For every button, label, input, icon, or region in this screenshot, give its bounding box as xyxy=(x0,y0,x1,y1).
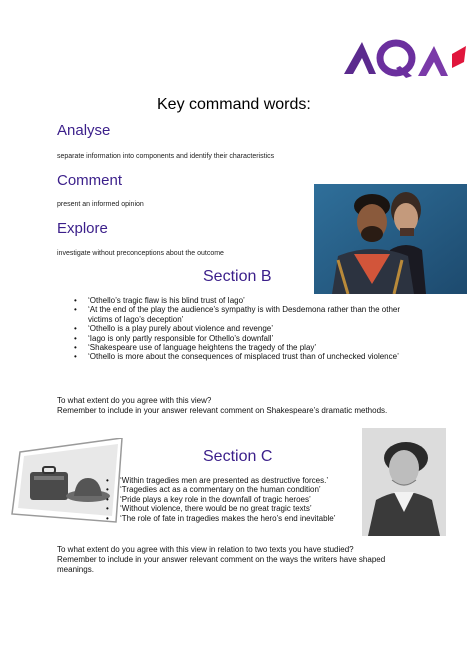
portrait-engraving xyxy=(362,428,446,536)
section-c-title: Section C xyxy=(203,448,273,465)
list-item: • ‘Within tragedies men are presented as destructive forces.’ xyxy=(104,476,366,485)
section-b-prompt: To what extent do you agree with this view? Remember to include in your answer relevant comment on Shakespeare’s dramatic methods. xyxy=(57,396,388,415)
command-term-analyse: Analyse xyxy=(57,122,111,139)
list-item: • ‘Othello is more about the consequences of misplaced trust than of unchecked violence’ xyxy=(72,352,420,361)
section-c-prompt: To what extent do you agree with this view in relation to two texts you have studied? Remember to include in your answer relevant comment on the ways the writers have shaped meanings. xyxy=(57,545,386,574)
section-b-list xyxy=(72,296,420,362)
section-c-list xyxy=(104,476,366,523)
list-item: • ‘Othello’s tragic flaw is his blind trust of Iago’ xyxy=(72,296,420,305)
list-item: • ‘Pride plays a key role in the downfall of tragic heroes’ xyxy=(104,495,366,504)
list-item: • ‘The role of fate in tragedies makes the hero’s end inevitable’ xyxy=(104,514,366,523)
list-item: • ‘Othello is a play purely about violence and revenge’ xyxy=(72,324,420,333)
command-definition-explore: investigate without preconceptions about the outcome xyxy=(57,250,224,257)
list-item: • ‘Tragedies act as a commentary on the human condition’ xyxy=(104,485,366,494)
list-item: • ‘Without violence, there would be no great tragic texts’ xyxy=(104,504,366,513)
command-definition-comment: present an informed opinion xyxy=(57,201,144,208)
list-item: • ‘At the end of the play the audience’s sympathy is with Desdemona rather than the other victims of Iago’s deception’ xyxy=(72,305,420,324)
othello-actors-photo xyxy=(314,184,467,294)
command-term-explore: Explore xyxy=(57,220,108,237)
command-term-comment: Comment xyxy=(57,172,123,189)
command-definition-analyse: separate information into components and identify their characteristics xyxy=(57,153,275,160)
list-item: • ‘Shakespeare use of language heightens the tragedy of the play’ xyxy=(72,343,420,352)
list-item: • ‘Iago is only partly responsible for Othello’s downfall’ xyxy=(72,334,420,343)
aqa-logo xyxy=(340,24,470,94)
section-b-title: Section B xyxy=(203,268,272,285)
page-title: Key command words: xyxy=(157,96,311,113)
